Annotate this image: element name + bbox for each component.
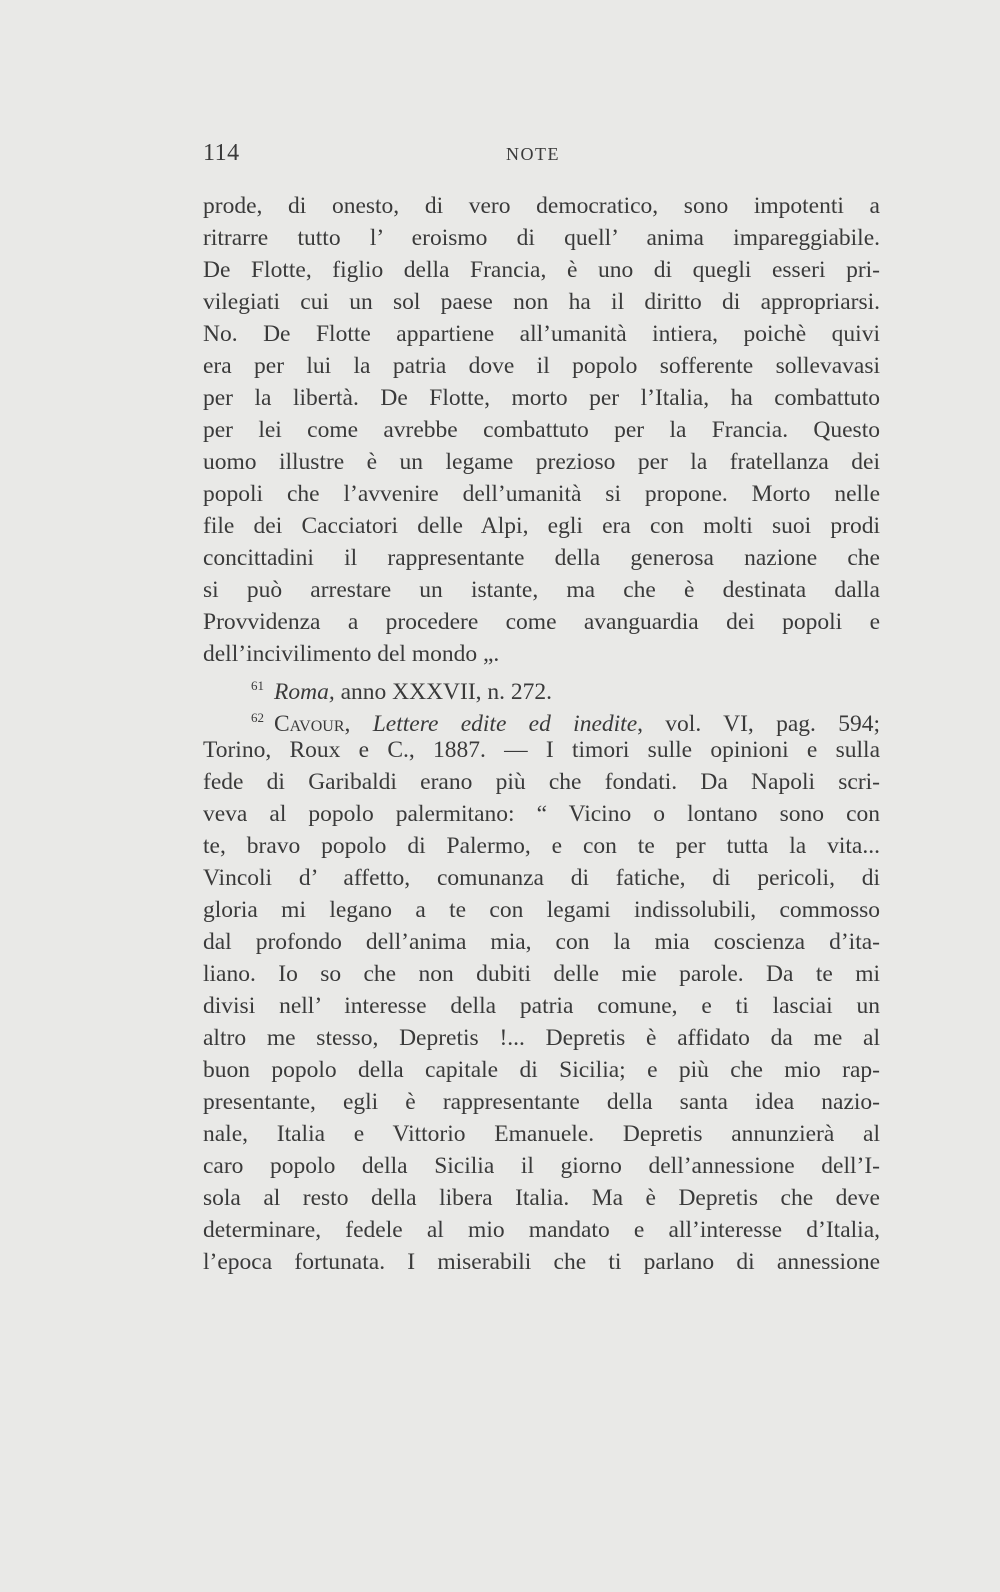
text-line: caro popolo della Sicilia il giorno dell’annessione dell’I- (203, 1153, 880, 1179)
text-line: No. De Flotte appartiene all’umanità intiera, poichè quivi (203, 321, 880, 347)
text-line: altro me stesso, Depretis !... Depretis è affidato da me al (203, 1025, 880, 1051)
text-line: veva al popolo palermitano: “ Vicino o lontano sono con (203, 801, 880, 827)
text-line: ritrarre tutto l’ eroismo di quell’ anima impareggiabile. (203, 225, 880, 251)
footnote-text: anno XXXVII, n. 272. (340, 679, 553, 705)
text-line: gloria mi legano a te con legami indissolubili, commosso (203, 897, 880, 923)
text-line: prode, di onesto, di vero democratico, sono impotenti a (203, 193, 880, 219)
text-line: De Flotte, figlio della Francia, è uno di quegli esseri pri- (203, 257, 880, 283)
text-line: dell’incivilimento del mondo „. (203, 641, 500, 667)
text-line: fede di Garibaldi erano più che fondati. Da Napoli scri- (203, 769, 880, 795)
text-line: liano. Io so che non dubiti delle mie parole. Da te mi (203, 961, 880, 987)
text-line: dal profondo dell’anima mia, con la mia coscienza d’ita- (203, 929, 880, 955)
page-header (203, 140, 880, 180)
running-head: NOTE (506, 144, 560, 164)
footnote-title: Roma, (274, 679, 335, 705)
footnote-61 (203, 670, 880, 705)
body-text (203, 190, 880, 1278)
footnote-author: Cavour, (274, 711, 351, 737)
text-line: era per lui la patria dove il popolo sofferente sollevavasi (203, 353, 880, 379)
text-line: Vincoli d’ affetto, comunanza di fatiche, di pericoli, di (203, 865, 880, 891)
text-line: Torino, Roux e C., 1887. — I timori sulle opinioni e sulla (203, 737, 880, 763)
text-line: concittadini il rappresentante della generosa nazione che (203, 545, 880, 571)
text-line: l’epoca fortunata. I miserabili che ti parlano di annessione (203, 1249, 880, 1275)
text-line: sola al resto della libera Italia. Ma è Depretis che deve (203, 1185, 880, 1211)
footnote-62 (203, 702, 880, 737)
text-line: si può arrestare un istante, ma che è destinata dalla (203, 577, 880, 603)
text-line: presentante, egli è rappresentante della santa idea nazio- (203, 1089, 880, 1115)
text-line: per la libertà. De Flotte, morto per l’Italia, ha combattuto (203, 385, 880, 411)
text-line: per lei come avrebbe combattuto per la Francia. Questo (203, 417, 880, 443)
page-number: 114 (203, 140, 240, 166)
text-line: determinare, fedele al mio mandato e all’interesse d’Italia, (203, 1217, 880, 1243)
footnote-text: , vol. VI, pag. 594; (637, 711, 880, 737)
text-line: divisi nell’ interesse della patria comune, e ti lasciai un (203, 993, 880, 1019)
text-line: file dei Cacciatori delle Alpi, egli era con molti suoi prodi (203, 513, 880, 539)
text-line: nale, Italia e Vittorio Emanuele. Depretis annunzierà al (203, 1121, 880, 1147)
footnote-title: Lettere edite ed inedite (372, 711, 638, 737)
text-line: te, bravo popolo di Palermo, e con te per tutta la vita... (203, 833, 880, 859)
text-line: popoli che l’avvenire dell’umanità si propone. Morto nelle (203, 481, 880, 507)
footnote-marker: 61 (251, 678, 264, 693)
footnote-marker: 62 (251, 710, 264, 725)
text-line: vilegiati cui un sol paese non ha il diritto di appropriarsi. (203, 289, 880, 315)
text-line: uomo illustre è un legame prezioso per la fratellanza dei (203, 449, 880, 475)
text-line: buon popolo della capitale di Sicilia; e più che mio rap- (203, 1057, 880, 1083)
text-line: Provvidenza a procedere come avanguardia dei popoli e (203, 609, 880, 635)
